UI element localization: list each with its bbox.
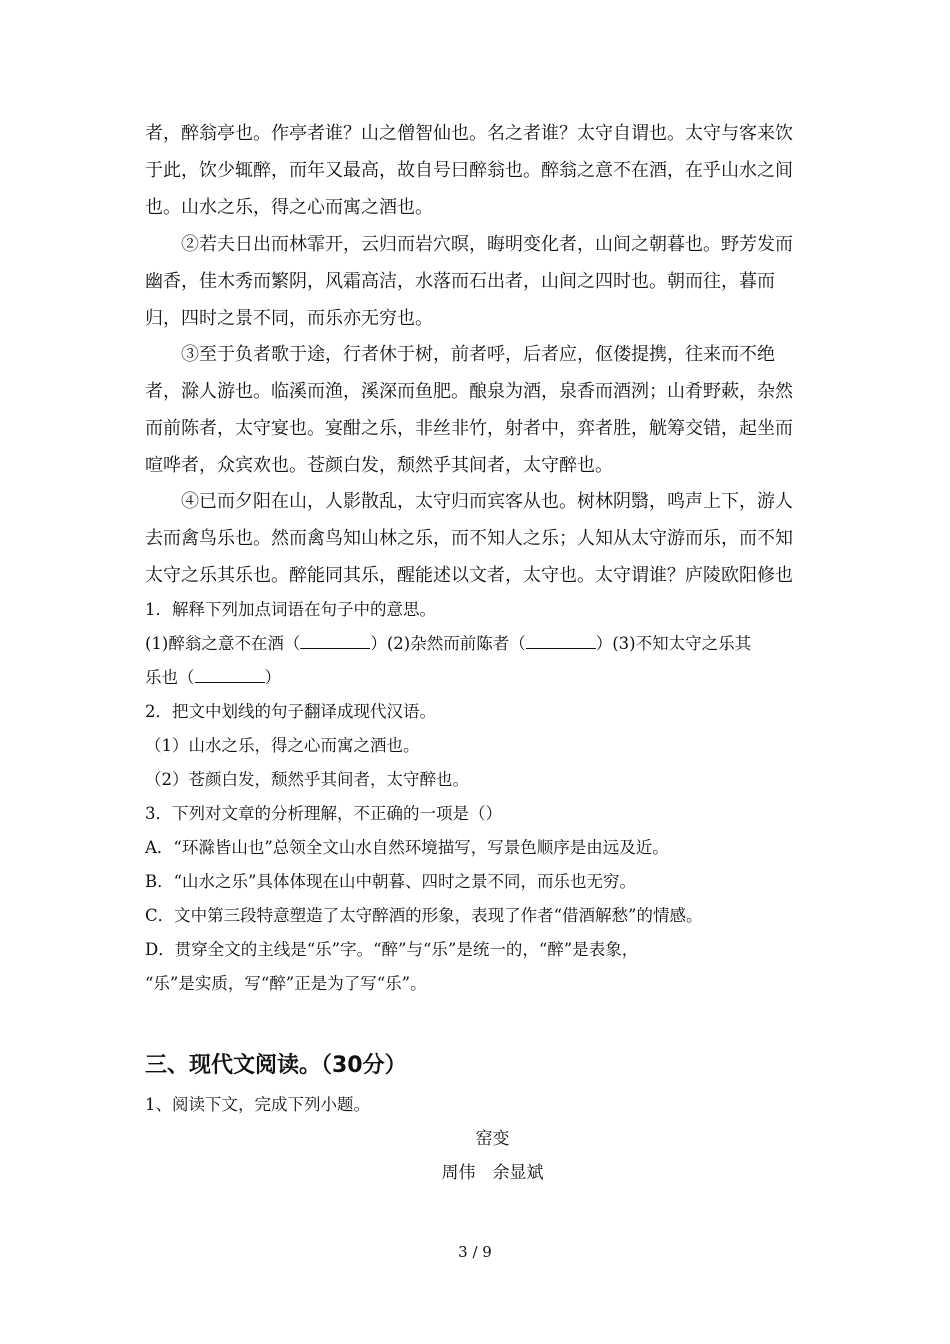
passage-para-2: [145, 226, 810, 337]
answer-blank[interactable]: [526, 634, 596, 649]
question-1-title: 1．解释下列加点词语在句子中的意思。: [145, 600, 436, 619]
passage-para-intro: [145, 115, 810, 226]
question-1-line: [145, 627, 810, 661]
passage-para-3: [145, 336, 810, 484]
question-3-title: 3．下列对文章的分析理解，不正确的一项是（）: [145, 804, 502, 823]
q1-text: 者（: [492, 634, 526, 653]
q1-text: ）(3)不知太守之: [595, 634, 719, 653]
passage-line: 于此，饮少辄醉，而年又最高，故自号曰醉翁也。醉翁之意不在酒，在乎山水之间: [145, 160, 793, 181]
article-title: 窑变: [475, 1129, 510, 1149]
passage-para-4: [145, 483, 810, 594]
option-d-continued: “乐”是实质，写“醉”正是为了写“乐”。: [145, 974, 427, 993]
option-c[interactable]: C．文中第三段特意塑造了太守醉酒的形象，表现了作者“借酒解愁”的情感。: [145, 906, 703, 925]
questions: [145, 593, 810, 1001]
q1-text: 其: [734, 634, 752, 653]
dotted-word: 陈 ·: [476, 634, 493, 653]
answer-blank[interactable]: [300, 634, 370, 649]
option-a[interactable]: A．“环滁皆山也”总领全文山水自然环境描写，写景色顺序是由远及近。: [145, 838, 669, 857]
paragraph-text: ④已而夕阳在山，人影散乱，太守归而宾客从也。树林阴翳，鸣声上下，游人去而禽鸟乐也。然而禽鸟知山林之乐，而不知人之乐；人知从太守游而乐，而不知太守之乐其乐也。醉能同其乐，醒能述以文者，太守也。太守谓谁？庐陵欧阳修也: [145, 491, 793, 586]
question-2-item: （2）苍颜白发，颓然乎其间者，太守醉也。: [145, 770, 469, 789]
option-d[interactable]: D．贯穿全文的主线是“乐”字。“醉”与“乐”是统一的，“醉”是表象，: [145, 940, 639, 959]
paragraph-text: ②若夫日出而林霏开，云归而岩穴暝，晦明变化者，山间之朝暮也。野芳发而幽香，佳木秀而繁阴，风霜高洁，水落而石出者，山间之四时也。朝而往，暮而归，四时之景不同，而乐亦无穷也。: [145, 234, 793, 329]
page-number: 3 / 9: [458, 1243, 492, 1261]
q1-text: (1)醉翁之: [145, 634, 218, 653]
question-1-line2: [145, 661, 810, 695]
passage-line: 也。山水之乐，得之心而寓之酒也。: [145, 197, 433, 218]
dotted-word: 乐 ·: [718, 634, 735, 653]
article-authors: 周伟 余显斌: [441, 1163, 544, 1183]
q1-text: 乐也（: [145, 668, 195, 687]
section-heading: 三、现代文阅读。（30分）: [145, 1053, 407, 1078]
answer-blank[interactable]: [195, 668, 265, 683]
dotted-word: 意 ·: [218, 634, 235, 653]
q1-text: ）: [264, 668, 281, 687]
option-b[interactable]: B．“山水之乐”具体体现在山中朝暮、四时之景不同，而乐也无穷。: [145, 872, 636, 891]
section-instruction: 1、阅读下文，完成下列小题。: [145, 1095, 370, 1114]
question-2-title: 2．把文中划线的句子翻译成现代汉语。: [145, 702, 436, 721]
passage-line: 者，醉翁亭也。作亭者谁？山之僧智仙也。名之者谁？太守自谓也。太守与客来饮: [145, 123, 793, 144]
question-2-item: （1）山水之乐，得之心而寓之酒也。: [145, 736, 420, 755]
section-instruction-wrap: [145, 1088, 810, 1122]
q1-text: 不在酒（: [234, 634, 301, 653]
paragraph-text: ③至于负者歌于途，行者休于树，前者呼，后者应，伛偻提携，往来而不绝者，滁人游也。临溪而渔，溪深而鱼肥。酿泉为酒，泉香而酒洌；山肴野蔌，杂然而前陈者，太守宴也。宴酣之乐，非丝非竹，射者中，弈者胜，觥筹交错，起坐而喧哗者，众宾欢也。苍颜白发，颓然乎其间者，太守醉也。: [145, 344, 793, 476]
q1-text: ）(2)杂然而前: [370, 634, 477, 653]
